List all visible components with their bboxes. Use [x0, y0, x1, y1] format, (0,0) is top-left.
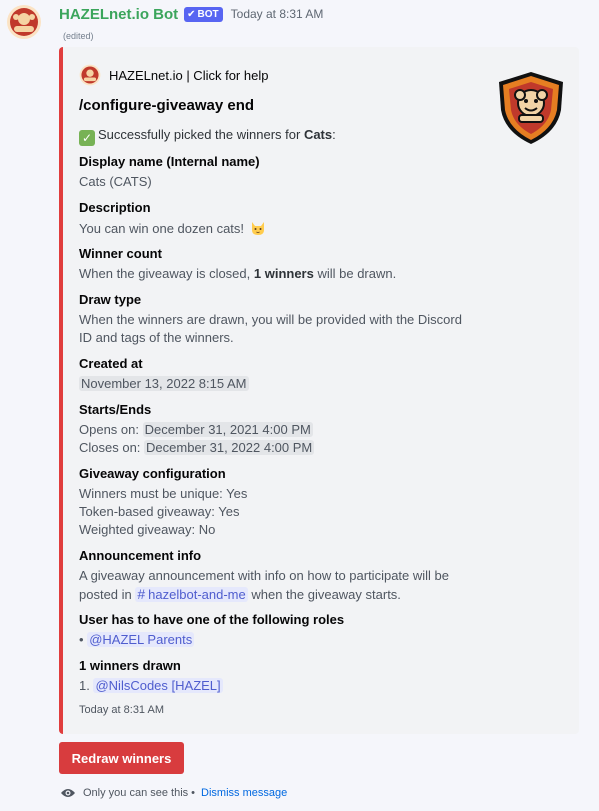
field-config-unique: Winners must be unique: Yes: [79, 486, 248, 501]
opens-on-timestamp[interactable]: December 31, 2021 4:00 PM: [144, 422, 311, 437]
bot-tag: [184, 7, 223, 22]
field-closes-on: Closes on: December 31, 2022 4:00 PM: [79, 440, 313, 455]
ephemeral-separator: •: [191, 787, 196, 799]
ephemeral-notice: [60, 787, 287, 799]
message-header: [59, 4, 323, 24]
embed-thumbnail[interactable]: [495, 70, 567, 146]
field-announcement-line2: posted in # hazelbot-and-me when the giveaway starts.: [79, 586, 401, 602]
field-config-weighted: Weighted giveaway: No: [79, 522, 216, 537]
author-name[interactable]: HAZELnet.io Bot: [59, 5, 179, 23]
field-announcement-line1: A giveaway announcement with info on how to participate will be: [79, 568, 449, 583]
embed-footer-timestamp: Today at 8:31 AM: [79, 704, 164, 716]
field-description-value: You can win one dozen cats!: [79, 220, 266, 236]
field-display-name-label: Display name (Internal name): [79, 154, 260, 169]
field-draw-type-label: Draw type: [79, 292, 142, 307]
created-at-timestamp[interactable]: November 13, 2022 8:15 AM: [81, 376, 247, 391]
field-config-label: Giveaway configuration: [79, 466, 226, 481]
field-description-label: Description: [79, 200, 151, 215]
shield-logo-icon: [495, 70, 567, 146]
field-roles-item: • @HAZEL Parents: [79, 632, 193, 647]
field-created-at-label: Created at: [79, 356, 143, 371]
hazel-avatar-icon: [6, 4, 42, 40]
field-draw-type-line2: ID and tags of the winners.: [79, 330, 234, 345]
edited-label: (edited): [63, 31, 94, 41]
field-winner-count-value: When the giveaway is closed, 1 winners will be drawn.: [79, 266, 397, 281]
embed-author-name: HAZELnet.io | Click for help: [109, 67, 269, 83]
field-winners-item: 1. @NilsCodes [HAZEL]: [79, 678, 221, 693]
redraw-winners-button[interactable]: Redraw winners: [59, 742, 184, 774]
field-announcement-label: Announcement info: [79, 548, 202, 563]
field-config-token: Token-based giveaway: Yes: [79, 504, 240, 519]
cat-emoji-icon: [250, 220, 266, 236]
bot-avatar[interactable]: [6, 4, 42, 40]
embed: [59, 47, 579, 734]
field-opens-on: Opens on: December 31, 2021 4:00 PM: [79, 422, 311, 437]
closes-on-timestamp[interactable]: December 31, 2022 4:00 PM: [146, 440, 313, 455]
giveaway-name: Cats: [303, 127, 333, 142]
role-mention[interactable]: @HAZEL Parents: [89, 632, 193, 647]
embed-author[interactable]: [79, 64, 268, 86]
verified-check-icon: ✔: [187, 8, 196, 20]
dismiss-message-link[interactable]: Dismiss message: [201, 787, 288, 799]
user-mention[interactable]: @NilsCodes [HAZEL]: [95, 678, 221, 693]
field-winner-count-label: Winner count: [79, 246, 162, 261]
embed-title: /configure-giveaway end: [79, 97, 255, 114]
bot-tag-label: BOT: [197, 8, 219, 20]
success-message: ✓ Successfully picked the winners for Cats:: [79, 127, 336, 146]
channel-hash-icon: #: [137, 586, 146, 602]
field-display-name-value: Cats (CATS): [79, 174, 152, 189]
field-starts-ends-label: Starts/Ends: [79, 402, 152, 417]
embed-author-icon: [79, 64, 101, 86]
hazel-avatar-icon: [79, 64, 101, 86]
eye-icon: [60, 787, 76, 799]
field-winners-label: 1 winners drawn: [79, 658, 181, 673]
ephemeral-text: Only you can see this: [83, 787, 189, 799]
message-timestamp[interactable]: Today at 8:31 AM: [230, 7, 324, 21]
check-mark-emoji-icon: ✓: [79, 130, 95, 146]
channel-mention[interactable]: # hazelbot-and-me: [137, 586, 246, 602]
field-draw-type-line1: When the winners are drawn, you will be provided with the Discord: [79, 312, 462, 327]
field-roles-label: User has to have one of the following roles: [79, 612, 345, 627]
field-created-at-value: [79, 376, 249, 391]
